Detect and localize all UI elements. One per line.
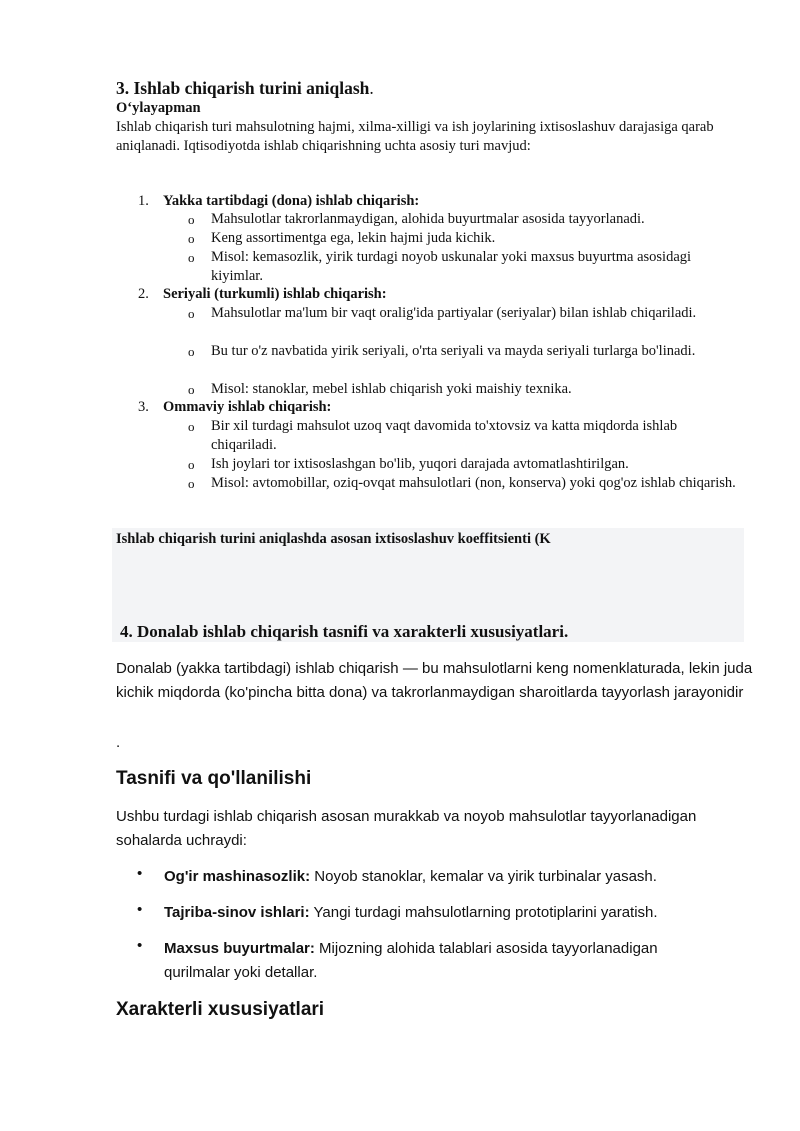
item-text: Yangi turdagi mahsulotlarning prototiplarini yaratish. [309,904,658,921]
item-term: Maxsus buyurtmalar: [164,940,315,957]
list-item: Misol: kemasozlik, yirik turdagi noyob uskunalar yoki maxsus buyurtma asosidagi kiyimlar. [211,249,692,284]
circle-bullet-icon: o [188,306,195,321]
item-term: Tajriba-sinov ishlari: [164,904,310,921]
type-3-label: Ommaviy ishlab chiqarish: [163,399,332,415]
list-item [164,865,744,889]
coefficient-text: Ishlab chiqarish turini aniqlashda asosan ixtisoslashuv koeffitsienti (K [116,531,551,547]
tasnif-paragraph: Ushbu turdagi ishlab chiqarish asosan murakkab va noyob mahsulotlar tayyorlanadigan sohalarda uchraydi: [116,808,697,849]
bullet-icon: • [137,901,143,918]
list-item: Mahsulotlar ma'lum bir vaqt oralig'ida partiyalar (seriyalar) bilan ishlab chiqariladi. [211,305,697,321]
list-item: Keng assortimentga ega, lekin hajmi juda kichik. [211,230,496,246]
circle-bullet-icon: o [188,231,195,246]
section-3-title: 3. Ishlab chiqarish turini aniqlash. [116,78,374,98]
item-text: Mijozning alohida talablari asosida tayyorlanadigan qurilmalar yoki detallar. [164,940,658,981]
list-item [164,901,744,925]
list-item: Mahsulotlar takrorlanmaydigan, alohida buyurtmalar asosida tayyorlanadi. [211,211,645,227]
list-item: Misol: stanoklar, mebel ishlab chiqarish yoki maishiy texnika. [211,381,572,397]
circle-bullet-icon: o [188,250,195,265]
section-3-intro: Ishlab chiqarish turi mahsulotning hajmi, xilma-xilligi va ish joylarining ixtisoslashuv darajasiga qarab aniqlanadi. Iqtisodiyotda ishlab chiqarishning uchta asosiy turi mavjud: [116,119,714,154]
circle-bullet-icon: o [188,419,195,434]
list-item [164,937,724,985]
list-item: Bu tur o'z navbatida yirik seriyali, o'rta seriyali va mayda seriyali turlarga bo'linadi. [211,343,696,359]
type-1-label: Yakka tartibdagi (dona) ishlab chiqarish: [163,193,420,209]
donalab-paragraph: Donalab (yakka tartibdagi) ishlab chiqarish — bu mahsulotlarni keng nomenklaturada, lekin juda kichik miqdorda (ko'pincha bitta dona) va takrorlanmaydigan sharoitlarda tayyorlash jarayonidir [116,660,753,701]
list-number: 1. [138,193,149,209]
stray-period: . [116,734,121,751]
list-number: 3. [138,399,149,415]
circle-bullet-icon: o [188,457,195,472]
list-item: Bir xil turdagi mahsulot uzoq vaqt davomida to'xtovsiz va katta miqdorda ishlab chiqariladi. [211,418,678,453]
list-item: Misol: avtomobillar, oziq-ovqat mahsulotlari (non, konserva) yoki qog'oz ishlab chiqarish. [211,475,736,491]
list-number: 2. [138,286,149,302]
circle-bullet-icon: o [188,382,195,397]
bullet-icon: • [137,937,143,954]
section-4-title: 4. Donalab ishlab chiqarish tasnifi va xarakterli xususiyatlari. [120,622,569,641]
item-term: Og'ir mashinasozlik: [164,868,311,885]
circle-bullet-icon: o [188,344,195,359]
tasnif-heading: Tasnifi va qo'llanilishi [116,768,312,789]
circle-bullet-icon: o [188,212,195,227]
list-item: Ish joylari tor ixtisoslashgan bo'lib, yuqori darajada avtomatlashtirilgan. [211,456,629,472]
xarakter-heading: Xarakterli xususiyatlari [116,999,325,1020]
bullet-icon: • [137,865,143,882]
section-3-subtitle: O‘ylayapman [116,100,201,116]
item-text: Noyob stanoklar, kemalar va yirik turbinalar yasash. [310,868,657,885]
type-2-label: Seriyali (turkumli) ishlab chiqarish: [163,286,387,302]
circle-bullet-icon: o [188,476,195,491]
